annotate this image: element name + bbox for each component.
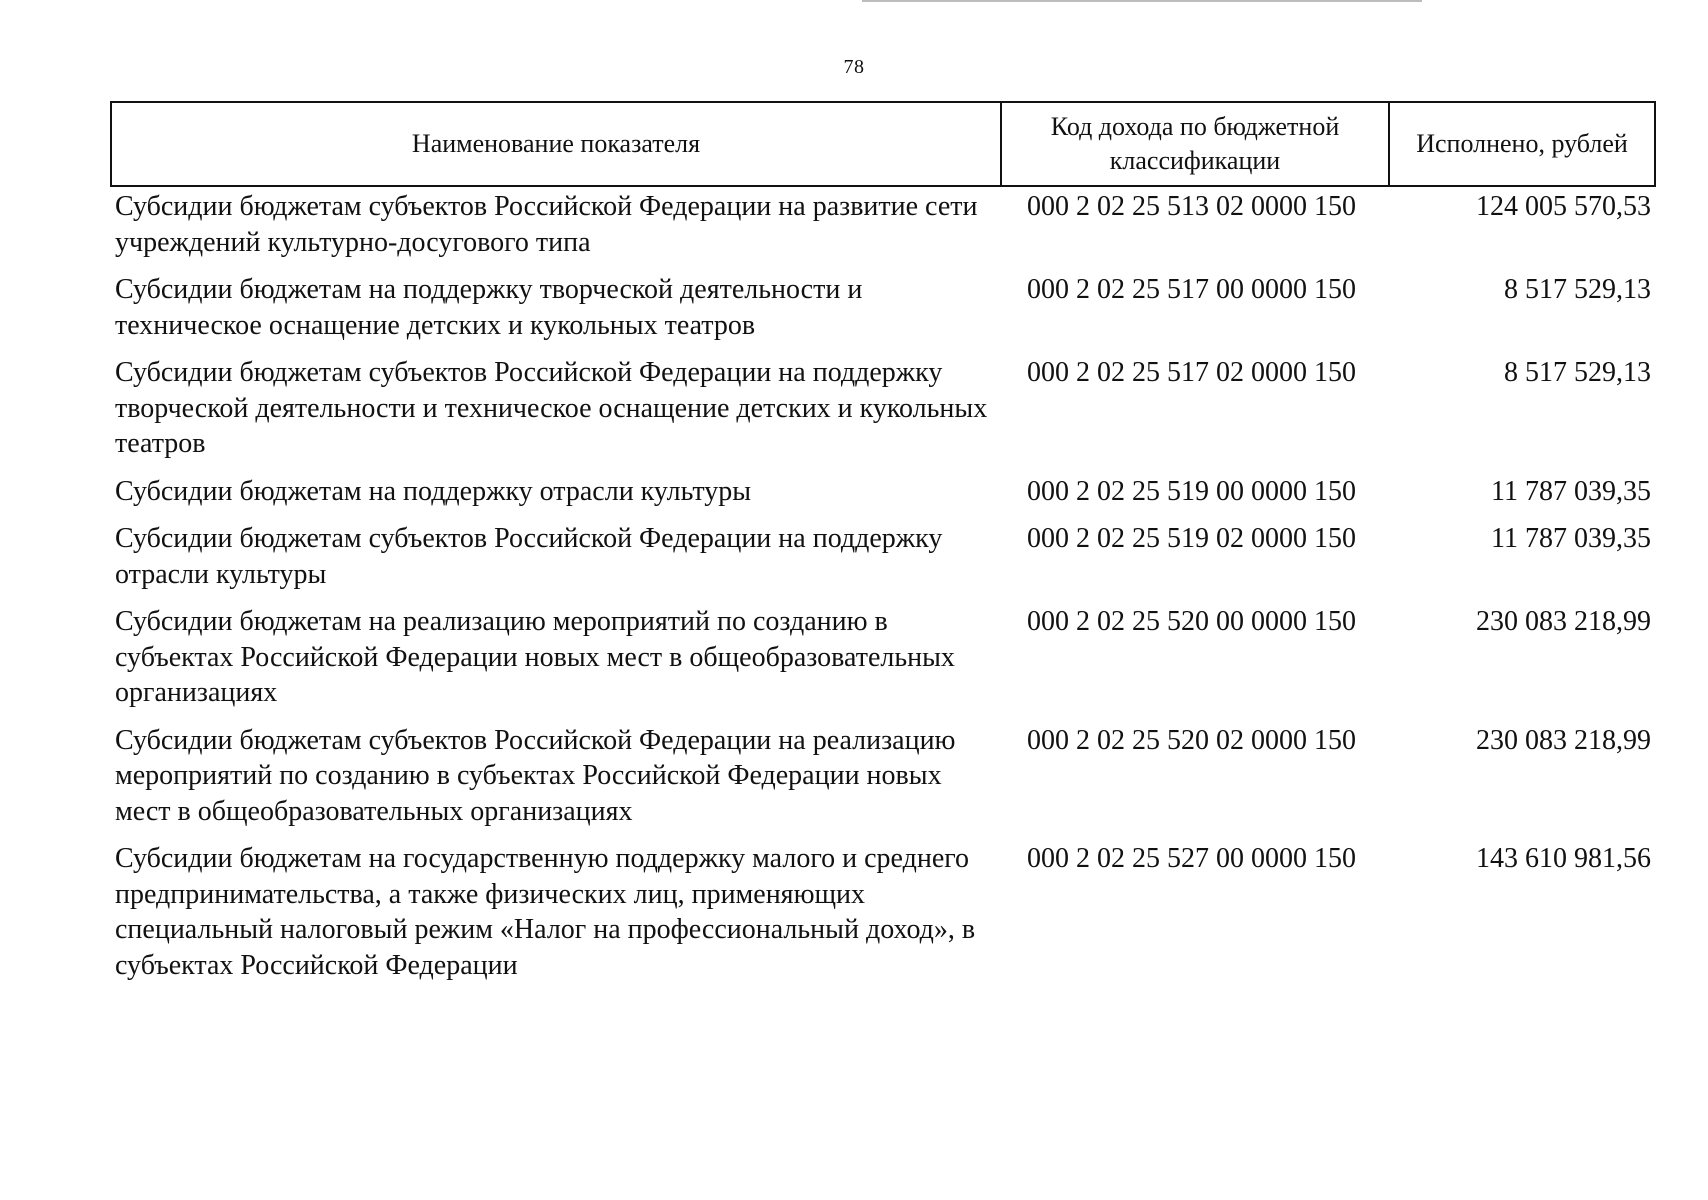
row-executed-sum: 11 787 039,35 [1491, 523, 1651, 554]
row-revenue-code: 000 2 02 25 520 02 0000 150 [1027, 724, 1356, 756]
row-indicator-name: Субсидии бюджетам субъектов Российской Федерации на поддержку творческой деятельности и техническое оснащение детских и кукольных театров [115, 357, 988, 459]
row-indicator-name: Субсидии бюджетам субъектов Российской Федерации на развитие сети учреждений культурно-досугового типа [115, 191, 978, 258]
row-executed-sum: 8 517 529,13 [1504, 357, 1651, 388]
row-revenue-code: 000 2 02 25 519 00 0000 150 [1027, 475, 1356, 507]
table-row [111, 604, 1655, 723]
row-indicator-name: Субсидии бюджетам на государственную поддержку малого и среднего предпринимательства, а также физических лиц, применяющих специальный налоговый режим «Налог на профессиональный доход», в субъектах Российской Федерации [115, 843, 976, 981]
revenue-table [110, 101, 1656, 995]
row-executed-sum: 143 610 981,56 [1476, 843, 1651, 874]
header-indicator-name: Наименование показателя [111, 102, 1001, 186]
row-revenue-code: 000 2 02 25 517 02 0000 150 [1027, 357, 1356, 388]
row-indicator-name: Субсидии бюджетам на поддержку творческой деятельности и техническое оснащение детских и кукольных театров [115, 274, 863, 341]
row-executed-sum: 11 787 039,35 [1491, 475, 1651, 507]
table-row [111, 521, 1655, 604]
page-number: 78 [843, 56, 865, 78]
row-revenue-code: 000 2 02 25 517 00 0000 150 [1027, 274, 1356, 305]
revenue-table-container [110, 101, 1654, 995]
row-executed-sum: 124 005 570,53 [1476, 191, 1651, 222]
row-revenue-code: 000 2 02 25 513 02 0000 150 [1027, 191, 1356, 222]
header-executed-sum: Исполнено, рублей [1389, 102, 1655, 186]
table-row [111, 474, 1655, 522]
row-indicator-name: Субсидии бюджетам на реализацию мероприятий по созданию в субъектах Российской Федерации новых мест в общеобразовательных организациях [115, 606, 955, 708]
row-executed-sum: 230 083 218,99 [1476, 724, 1651, 756]
table-row [111, 355, 1655, 474]
table-header [111, 102, 1655, 186]
table-row [111, 841, 1655, 995]
header-row [111, 102, 1655, 186]
row-executed-sum: 230 083 218,99 [1476, 606, 1651, 637]
table-row [111, 272, 1655, 355]
row-executed-sum: 8 517 529,13 [1504, 274, 1651, 305]
scan-edge-line [862, 0, 1422, 2]
row-indicator-name: Субсидии бюджетам субъектов Российской Федерации на реализацию мероприятий по созданию в субъектах Российской Федерации новых мест в общеобразовательных организациях [115, 724, 956, 827]
table-row [111, 723, 1655, 842]
row-indicator-name: Субсидии бюджетам субъектов Российской Федерации на поддержку отрасли культуры [115, 523, 943, 590]
row-indicator-name: Субсидии бюджетам на поддержку отрасли культуры [115, 475, 752, 507]
row-revenue-code: 000 2 02 25 527 00 0000 150 [1027, 843, 1356, 874]
header-revenue-code: Код дохода по бюджетной классификации [1001, 102, 1389, 186]
table-row [111, 186, 1655, 272]
row-revenue-code: 000 2 02 25 519 02 0000 150 [1027, 523, 1356, 554]
row-revenue-code: 000 2 02 25 520 00 0000 150 [1027, 606, 1356, 637]
table-body [111, 186, 1655, 995]
